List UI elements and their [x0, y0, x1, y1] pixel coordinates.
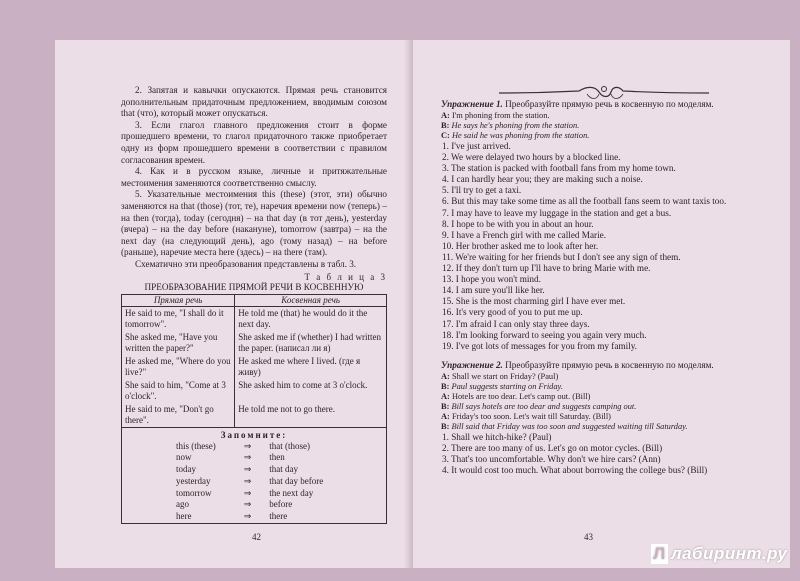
remember-row — [176, 511, 331, 523]
model-text: He said he was phoning from the station. — [451, 131, 590, 140]
header-direct: Прямая речь — [122, 294, 235, 306]
watermark-text: лабиринт.ру — [671, 544, 788, 563]
arrow-icon: ⇒ — [243, 440, 252, 451]
page-number-left: 42 — [252, 532, 261, 542]
list-item: 3. The station is packed with football fans from my home town. — [442, 163, 676, 174]
table-row — [122, 403, 387, 428]
model-line — [441, 372, 760, 382]
exercise2-list — [441, 432, 760, 476]
arrow-icon: ⇒ — [243, 464, 252, 475]
model-label: A: — [441, 371, 450, 381]
list-item: 4. I can hardly hear you; they are making such a noise. — [442, 174, 643, 185]
model-label: C: — [441, 131, 450, 140]
left-paragraphs — [121, 85, 387, 271]
table-header-row — [122, 294, 387, 306]
arrow-icon: ⇒ — [243, 475, 252, 486]
cell-direct: He said to me, "I shall do it tomorrow". — [122, 306, 235, 331]
remember-row — [176, 499, 331, 511]
list-item: 13. I hope you won't mind. — [442, 274, 541, 285]
remember-from: tomorrow — [176, 487, 212, 498]
model-text: Shall we start on Friday? (Paul) — [451, 371, 559, 381]
list-item: 2. There are too many of us. Let's go on motor cycles. (Bill) — [442, 442, 663, 453]
model-text: I'm phoning from the station. — [451, 111, 550, 120]
header-indirect: Косвенная речь — [235, 294, 387, 306]
remember-from: ago — [176, 499, 189, 510]
model-line — [441, 121, 760, 131]
list-item: 3. That's too uncomfortable. Why don't we hire cars? (Ann) — [442, 453, 661, 464]
arrow-icon: ⇒ — [243, 499, 252, 510]
cell-direct: She said to him, "Come at 3 o'clock". — [122, 379, 235, 403]
right-page — [413, 40, 790, 568]
cell-indirect: She asked me if (whether) I had written the paper. (написал ли я) — [235, 331, 387, 355]
paragraph: 2. Запятая и кавычки опускаются. Прямая речь становится дополнительным придаточным предложением, вводимым союзом that (что), который может опускаться. — [121, 85, 387, 119]
list-item: 4. It would cost too much. What about borrowing the college bus? (Bill) — [442, 465, 708, 476]
model-line — [441, 392, 760, 402]
cell-direct: He asked me, "Where do you live?" — [122, 355, 235, 379]
paragraph: 5. Указательные местоимения this (these) (этот, эти) обычно заменяются на that (those) (тот, те), наречия времени now (теперь) – на then (тогда), today (сегодня) – на that day (в тот день), yesterday (вчера) – на the day before (накануне), tomorrow (завтра) – на the next day (на следующий день), ago (тому назад) – на before (раньше), наречие места here (здесь) – на there (там). — [121, 189, 387, 258]
cell-direct: She asked me, "Have you written the paper?" — [122, 331, 235, 355]
model-line — [441, 412, 760, 422]
remember-table — [176, 441, 331, 524]
remember-to: that day before — [269, 475, 324, 486]
model-text: Hotels are too dear. Let's camp out. (Bill) — [451, 391, 591, 401]
arrow-icon: ⇒ — [243, 452, 252, 463]
model-line — [441, 422, 760, 432]
model-text: Bill says hotels are too dear and suggests camping out. — [451, 401, 637, 411]
arrow-icon: ⇒ — [243, 511, 252, 522]
list-item: 1. I've just arrived. — [442, 141, 511, 151]
model-label: A: — [441, 411, 450, 421]
cell-indirect: He asked me where I lived. (где я живу) — [235, 355, 387, 379]
list-item: 10. Her brother asked me to look after her. — [442, 240, 599, 251]
cell-indirect: He told me not to go there. — [235, 403, 387, 428]
exercise2-title-rest: Преобразуйте прямую речь в косвенную по моделям. — [502, 359, 714, 370]
remember-from: today — [176, 464, 196, 475]
model-text: Bill said that Friday was too soon and suggested waiting till Saturday. — [451, 421, 688, 431]
labirint-icon: Л — [651, 544, 668, 564]
table-row — [122, 331, 387, 355]
model-text: Friday's too soon. Let's wait till Saturday. (Bill) — [451, 411, 611, 421]
model-text: He says he's phoning from the station. — [451, 121, 580, 130]
table-caption: Т а б л и ц а 3 — [304, 271, 387, 282]
remember-title: Запомните: — [220, 429, 288, 440]
exercise2-title — [441, 359, 760, 371]
model-line — [441, 111, 760, 121]
table-row — [122, 306, 387, 331]
list-item: 7. I may have to leave my luggage in the station and get a bus. — [442, 207, 672, 218]
remember-row — [176, 476, 331, 488]
list-item: 11. We're waiting for her friends but I don't see any sign of them. — [442, 251, 681, 262]
list-item: 12. If they don't turn up I'll have to bring Marie with me. — [442, 263, 651, 274]
list-item: 17. I'm afraid I can only stay three days. — [442, 318, 590, 329]
model-line — [441, 131, 760, 141]
remember-to: that (those) — [269, 440, 311, 451]
model-label: B: — [441, 421, 450, 431]
model-label: B: — [441, 401, 450, 411]
list-item: 16. It's very good of you to put me up. — [442, 307, 583, 318]
left-page — [55, 40, 413, 568]
exercise2-title-bold: Упражнение 2. — [441, 359, 503, 370]
exercise1-list — [441, 141, 760, 352]
cell-indirect: He told me (that) he would do it the next day. — [235, 306, 387, 331]
remember-to: there — [269, 511, 288, 522]
model-line — [441, 402, 760, 412]
remember-to: before — [269, 499, 293, 510]
remember-to: the next day — [269, 487, 314, 498]
model-line — [441, 382, 760, 392]
list-item: 14. I am sure you'll like her. — [442, 285, 545, 296]
remember-from: now — [176, 452, 192, 463]
remember-from: yesterday — [176, 475, 211, 486]
cell-direct: He said to me, "Don't go there". — [122, 403, 235, 428]
table-title: ПРЕОБРАЗОВАНИЕ ПРЯМОЙ РЕЧИ В КОСВЕННУЮ — [144, 281, 364, 292]
list-item: 6. But this may take some time as all the football fans seem to want taxis too. — [442, 196, 727, 207]
watermark-logo — [651, 544, 788, 564]
table-row — [122, 355, 387, 379]
table-row — [122, 379, 387, 403]
list-item: 2. We were delayed two hours by a blocked line. — [442, 152, 621, 163]
ornament-icon — [499, 80, 709, 104]
list-item: 15. She is the most charming girl I have ever met. — [442, 296, 626, 307]
list-item: 9. I have a French girl with me called Marie. — [442, 229, 607, 240]
list-item: 8. I hope to be with you in about an hour. — [442, 218, 594, 229]
exercise1-title-rest: Преобразуйте прямую речь в косвенную по моделям. — [502, 99, 714, 109]
speech-table — [121, 294, 387, 428]
cell-indirect: She asked him to come at 3 o'clock. — [235, 379, 387, 403]
list-item: 19. I've got lots of messages for you from my family. — [442, 340, 637, 351]
paragraph: 3. Если глагол главного предложения стоит в форме прошедшего времени, то глагол придаточного также приобретает одну из форм прошедшего времени в соответствии с правилом согласования времен. — [121, 119, 387, 165]
list-item: 5. I'll try to get a taxi. — [442, 185, 522, 196]
model-label: B: — [441, 381, 450, 391]
remember-row — [176, 464, 331, 476]
remember-row — [176, 441, 331, 453]
model-label: B: — [441, 121, 450, 130]
list-item: 18. I'm looking forward to seeing you again very much. — [442, 329, 647, 340]
paragraph: 4. Как и в русском языке, личные и притяжательные местоимения заменяются соответственно смыслу. — [121, 166, 387, 188]
list-item: 1. Shall we hitch-hike? (Paul) — [442, 431, 552, 442]
remember-to: then — [269, 452, 285, 463]
model-text: Paul suggests starting on Friday. — [451, 381, 563, 391]
remember-row — [176, 452, 331, 464]
model-label: A: — [441, 111, 450, 120]
remember-from: here — [176, 511, 192, 522]
arrow-icon: ⇒ — [243, 487, 252, 498]
page-number-right: 43 — [584, 532, 593, 542]
remember-to: that day — [269, 464, 299, 475]
remember-from: this (these) — [176, 440, 216, 451]
remember-row — [176, 488, 331, 500]
exercise1-title-bold: Упражнение 1. — [441, 99, 503, 109]
paragraph: Схематично эти преобразования представлены в табл. 3. — [135, 258, 357, 269]
remember-box — [121, 428, 387, 525]
model-label: A: — [441, 391, 450, 401]
